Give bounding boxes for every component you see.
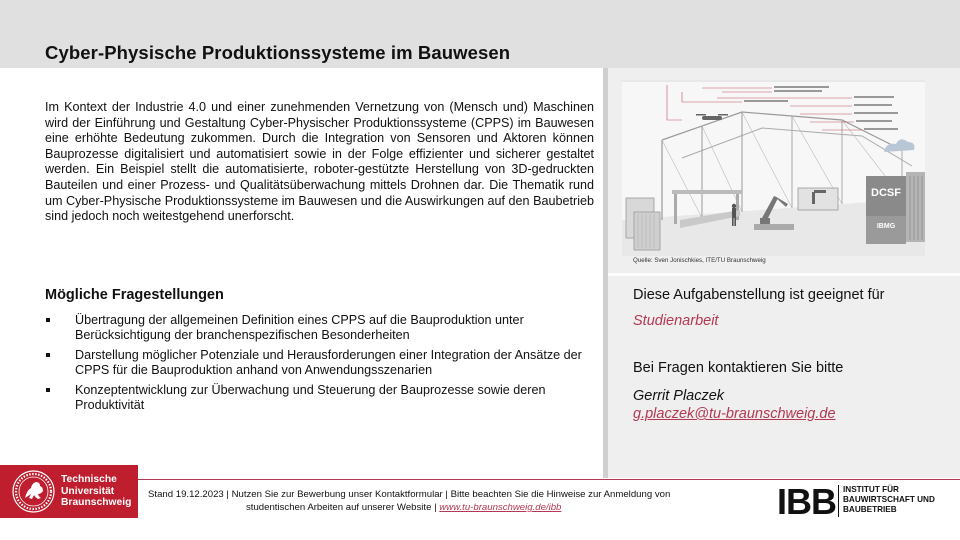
ibb-logo xyxy=(777,481,937,522)
lion-seal-icon xyxy=(12,470,55,513)
institute-name: INSTITUT FÜR BAUWIRTSCHAFT UND BAUBETRIEB xyxy=(843,485,935,515)
bullet-icon xyxy=(46,318,50,322)
container-sign-sub: IBMG xyxy=(876,223,896,230)
footer-note xyxy=(148,488,763,514)
intro-paragraph: Im Kontext der Industrie 4.0 und einer zunehmenden Vernetzung von (Mensch und) Maschinen wird der Einführung und Gestaltung Cyber-Physischer Produktionssysteme (CPPS) im Bauwesen eine erhöhte Bedeutung zukommen. Durch die Integration von Sensoren und Aktoren können Bauprozesse digitalisiert und automatisiert sowie in der Folge effizienter und sicherer gestaltet werden. Ein Beispiel stellt die automatisierte, roboter-gestützte Herstellung von 3D-gedruckten Bauteilen und einer Prozess- und Qualitätsüberwachung mittels Drohnen dar. Die Thematik rund um Cyber-Physische Produktionssysteme im Bauwesen und die Auswirkungen auf den Baubetrieb sind jedoch noch weitestgehend unerforscht. xyxy=(45,100,594,224)
questions-heading: Mögliche Fragestellungen xyxy=(45,287,224,303)
list-item xyxy=(45,313,605,342)
contact-prompt: Bei Fragen kontaktieren Sie bitte xyxy=(633,360,844,376)
footer-divider xyxy=(0,479,960,480)
image-caption: Quelle: Sven Jonischkies, ITE/TU Braunschweig xyxy=(633,257,766,264)
contact-name: Gerrit Placzek xyxy=(633,388,725,404)
list-item xyxy=(45,383,605,412)
suitable-label: Diese Aufgabenstellung ist geeignet für xyxy=(633,287,885,303)
footer-note-line1: Stand 19.12.2023 | Nutzen Sie zur Bewerbung unser Kontaktformular | Bitte beachten Sie die Hinweise zur Anmeldung von xyxy=(148,489,671,500)
panel-divider xyxy=(608,273,960,276)
footer-note-line2: studentischen Arbeiten auf unserer Website | www.tu-braunschweig.de/ibb xyxy=(246,502,562,513)
contact-email-link[interactable]: g.placzek@tu-braunschweig.de xyxy=(633,406,836,422)
website-link[interactable]: www.tu-braunschweig.de/ibb xyxy=(439,502,562,513)
factory-illustration xyxy=(622,80,925,256)
bullet-icon xyxy=(46,388,50,392)
question-text: Darstellung möglicher Potenziale und Herausforderungen einer Integration der Ansätze der CPPS für die Bauproduktion anhand von Anwendungsszenarien xyxy=(75,348,582,377)
list-item xyxy=(45,348,605,377)
ibb-separator xyxy=(838,485,839,517)
ibb-mark: IBB xyxy=(777,481,836,522)
tu-wordmark: Technische Universität Braunschweig xyxy=(61,474,132,509)
tu-braunschweig-logo xyxy=(0,465,138,518)
page-title: Cyber-Physische Produktionssysteme im Bauwesen xyxy=(45,42,511,63)
question-text: Übertragung der allgemeinen Definition eines CPPS auf die Bauproduktion unter Berücksichtigung der branchenspezifischen Besonderheiten xyxy=(75,313,524,342)
work-type: Studienarbeit xyxy=(633,313,719,329)
question-text: Konzeptentwicklung zur Überwachung und Steuerung der Bauprozesse sowie deren Produktivität xyxy=(75,383,546,412)
bullet-icon xyxy=(46,353,50,357)
questions-list xyxy=(45,313,605,419)
container-sign: DCSF xyxy=(871,187,901,199)
